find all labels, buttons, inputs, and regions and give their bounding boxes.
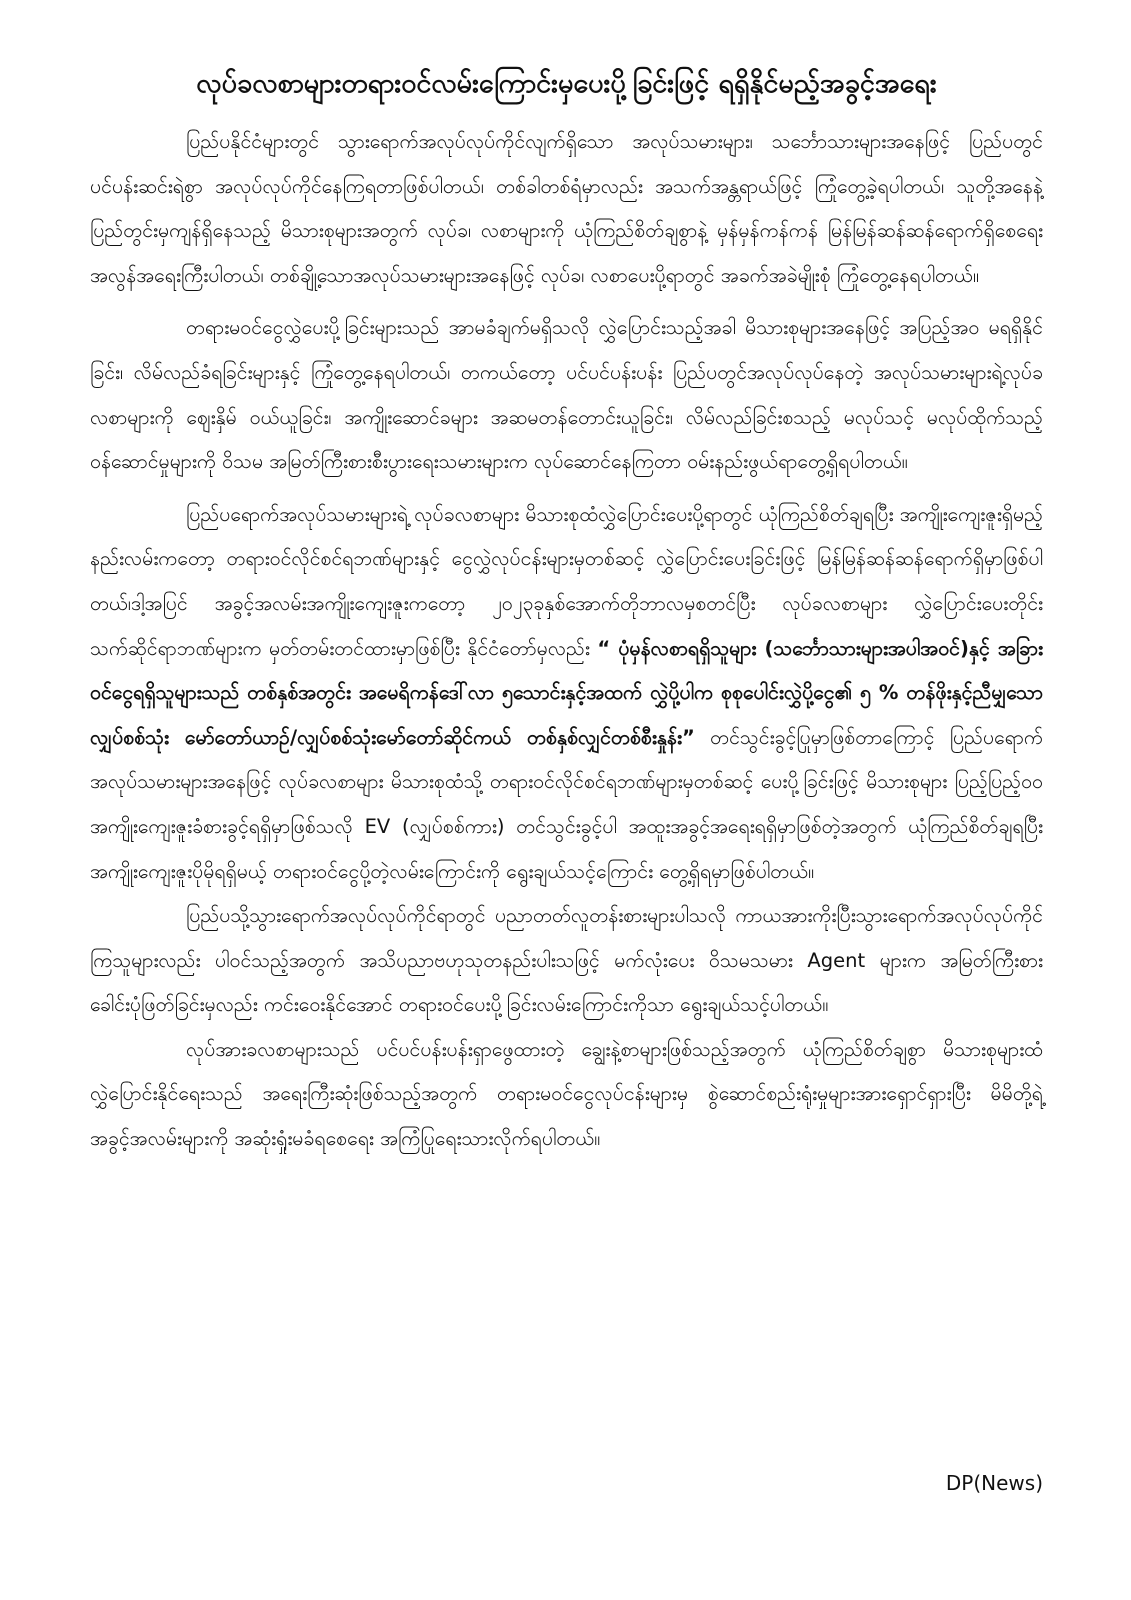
- article-body: [90, 120, 1043, 1162]
- news-source-byline: DP(News): [945, 1471, 1043, 1495]
- paragraph-3: [90, 493, 1043, 894]
- paragraph-1: ပြည်ပနိုင်ငံများတွင် သွားရောက်အလုပ်လုပ်ကိုင်လျက်ရှိသော အလုပ်သမားများ၊ သင်္ဘောသားများအနေဖြင့် ပြည်ပတွင် ပင်ပန်းဆင်းရဲစွာ အလုပ်လုပ်ကိုင်နေကြရတာဖြစ်ပါတယ်၊ တစ်ခါတစ်ရံမှာလည်း အသက်အန္တရာယ်ဖြင့် ကြုံတွေ့ခဲ့ရပါတယ်၊ သူတို့အနေနဲ့ ပြည်တွင်းမှကျန်ရှိနေသည့် မိသားစုများအတွက် လုပ်ခ၊ လစာများကို ယုံကြည်စိတ်ချစွာနဲ့ မှန်မှန်ကန်ကန် မြန်မြန်ဆန်ဆန်ရောက်ရှိစေရေး အလွန်အရေးကြီးပါတယ်၊ တစ်ချို့သောအလုပ်သမားများအနေဖြင့် လုပ်ခ၊ လစာပေးပို့ရာတွင် အခက်အခဲမျိုးစုံ ကြုံတွေ့နေရပါတယ်။: [90, 130, 1043, 287]
- paragraph-2: တရားမဝင်ငွေလွှဲပေးပို့ခြင်းများသည် အာမခံချက်မရှိသလို လွှဲပြောင်းသည့်အခါ မိသားစုများအနေဖြင့် အပြည့်အဝ မရရှိနိုင်ခြင်း၊ လိမ်လည်ခံရခြင်းများနှင့် ကြုံတွေ့နေရပါတယ်၊ တကယ်တော့ ပင်ပင်ပန်းပန်း ပြည်ပတွင်အလုပ်လုပ်နေတဲ့ အလုပ်သမားများရဲ့လုပ်ခလစာများကို ဈေးနှိမ် ဝယ်ယူခြင်း၊ အကျိုးဆောင်ခများ အဆမတန်တောင်းယူခြင်း၊ လိမ်လည်ခြင်းစသည့် မလုပ်သင့် မလုပ်ထိုက်သည့်ဝန်ဆောင်မှုများကို ဝိသမ အမြတ်ကြီးစားစီးပွားရေးသမားများက လုပ်ဆောင်နေကြတာ ဝမ်းနည်းဖွယ်ရာတွေ့ရှိရပါတယ်။: [90, 316, 1043, 474]
- paragraph-5: လုပ်အားခလစာများသည် ပင်ပင်ပန်းပန်းရှာဖွေထားတဲ့ ချွေးနဲ့စာများဖြစ်သည့်အတွက် ယုံကြည်စိတ်ချစွာ မိသားစုများထံလွှဲပြောင်းနိုင်ရေးသည် အရေးကြီးဆုံးဖြစ်သည့်အတွက် တရားမဝင်ငွေလုပ်ငန်းများမှ စွဲဆောင်စည်းရုံးမှုများအားရှောင်ရှားပြီး မိမိတို့ရဲ့အခွင့်အလမ်းများကို အဆုံးရှုံးမခံရစေရေး အကြံပြုရေးသားလိုက်ရပါတယ်။: [90, 1037, 1043, 1151]
- document-title: လုပ်ခလစာများတရားဝင်လမ်းကြောင်းမှပေးပို့ခြင်းဖြင့် ရရှိနိုင်မည့်အခွင့်အရေး: [196, 68, 937, 99]
- paragraph-3-intro: ပြည်ပရောက်အလုပ်သမားများရဲ့ လုပ်ခလစာများ မိသားစုထံလွှဲပြောင်းပေးပို့ရာတွင် ယုံကြည်စိတ်ချရပြီး အကျိုးကျေးဇူးရှိမည့်နည်းလမ်းကတော့ တရားဝင်လိုင်စင်ရဘဏ်များနှင့် ငွေလွှဲလုပ်ငန်းများမှတစ်ဆင့် လွှဲပြောင်းပေးခြင်းဖြင့် မြန်မြန်ဆန်ဆန်ရောက်ရှိမှာဖြစ်ပါတယ်၊ဒါ့အပြင် အခွင့်အလမ်းအကျိုးကျေးဇူးကတော့ ၂၀၂၃ခုနှစ်အောက်တိုဘာလမှစတင်ပြီး လုပ်ခလစာများ လွှဲပြောင်းပေးတိုင်းသက်ဆိုင်ရာဘဏ်များက မှတ်တမ်းတင်ထားမှာဖြစ်ပြီး နိုင်ငံတော်မှလည်း: [90, 502, 1043, 660]
- paragraph-4: ပြည်ပသို့သွားရောက်အလုပ်လုပ်ကိုင်ရာတွင် ပညာတတ်လူတန်းစားများပါသလို ကာယအားကိုးပြီးသွားရောက်အလုပ်လုပ်ကိုင်ကြသူများလည်း ပါဝင်သည့်အတွက် အသိပညာဗဟုသုတနည်းပါးသဖြင့် မက်လုံးပေး ဝိသမသမား Agent များက အမြတ်ကြီးစားခေါင်းပုံဖြတ်ခြင်းမှလည်း ကင်းဝေးနိုင်အောင် တရားဝင်ပေးပို့ခြင်းလမ်းကြောင်းကိုသာ ရွေးချယ်သင့်ပါတယ်။: [90, 904, 1043, 1017]
- ev-policy-quote: “ ပုံမှန်လစာရရှိသူများ (သင်္ဘောသားများအပါအဝင်)နှင့် အခြားဝင်ငွေရရှိသူများသည် တစ်နှစ်အတွင်း အမေရိကန်ဒေါ်လာ ၅သောင်းနှင့်အထက် လွှဲပို့ပါက စုစုပေါင်းလွှဲပို့ငွေ၏ ၅ % တန်ဖိုးနှင့်ညီမျှသော လျှပ်စစ်သုံး မော်တော်ယာဉ်/လျှပ်စစ်သုံးမော်တော်ဆိုင်ကယ် တစ်နှစ်လျှင်တစ်စီးနှုန်း”: [90, 636, 1043, 749]
- paragraph-3-conclusion: တင်သွင်းခွင့်ပြုမှာဖြစ်တာကြောင့် ပြည်ပရောက်အလုပ်သမားများအနေဖြင့် လုပ်ခလစာများ မိသားစုထံသို့ တရားဝင်လိုင်စင်ရဘဏ်များမှတစ်ဆင့် ပေးပို့ခြင်းဖြင့် မိသားစုများ ပြည့်ပြည့်ဝဝ အကျိုးကျေးဇူးခံစားခွင့်ရရှိမှာဖြစ်သလို EV (လျှပ်စစ်ကား) တင်သွင်းခွင့်ပါ အထူးအခွင့်အရေးရရှိမှာဖြစ်တဲ့အတွက် ယုံကြည်စိတ်ချရပြီး အကျိုးကျေးဇူးပိုမိုရရှိမယ့် တရားဝင်ငွေပို့တဲ့လမ်းကြောင်းကို ရွေးချယ်သင့်ကြောင်း တွေ့ရှိရမှာဖြစ်ပါတယ်။: [90, 725, 1043, 883]
